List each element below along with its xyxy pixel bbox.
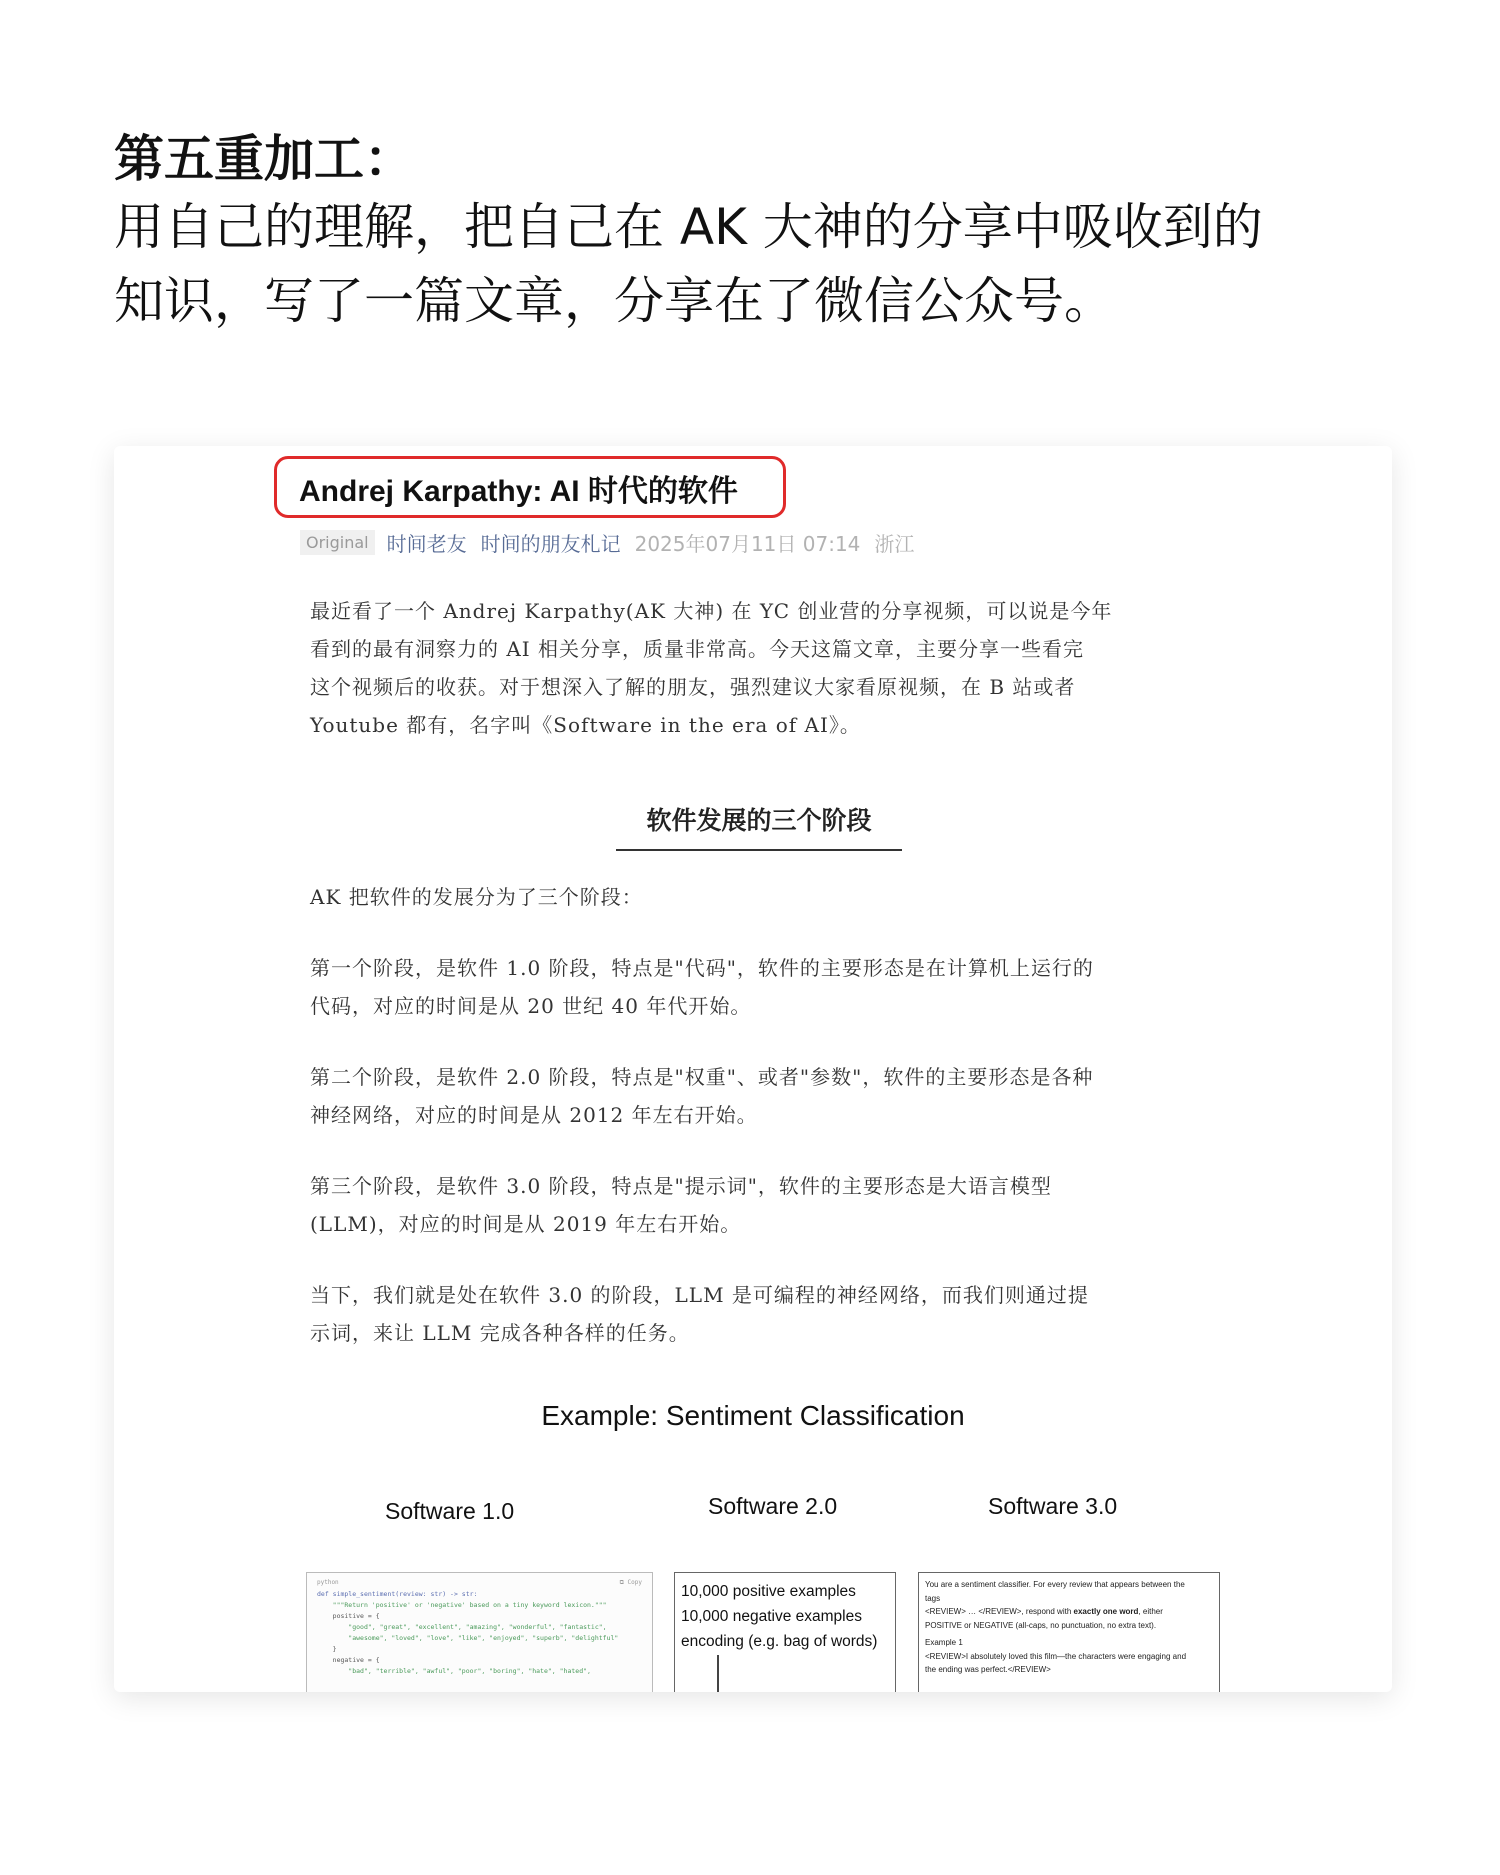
- prompt-line: tags: [925, 1593, 941, 1603]
- conclusion-line: 示词，来让 LLM 完成各种各样的任务。: [310, 1321, 690, 1345]
- conclusion-line: 当下，我们就是处在软件 3.0 的阶段，LLM 是可编程的神经网络，而我们则通过提: [310, 1283, 1089, 1307]
- article-meta: [300, 526, 928, 558]
- stage-2-paragraph: [310, 1058, 1215, 1134]
- stage-3-line: 第三个阶段，是软件 3.0 阶段，特点是"提示词"，软件的主要形态是大语言模型: [310, 1174, 1052, 1198]
- stages-intro: AK 把软件的发展分为了三个阶段：: [310, 885, 643, 909]
- section-title: 软件发展的三个阶段: [616, 801, 902, 851]
- software-3-prompt-panel: [918, 1572, 1220, 1692]
- code-line: negative = {: [317, 1656, 380, 1664]
- prompt-line: Example 1: [925, 1638, 963, 1647]
- stage-1-paragraph: [310, 949, 1215, 1025]
- stage-1-line: 代码，对应的时间是从 20 世纪 40 年代开始。: [310, 994, 752, 1018]
- prompt-text: <REVIEW> … </REVIEW>, respond with: [925, 1607, 1072, 1616]
- code-line: "good", "great", "excellent", "amazing", "wonderful", "fantastic",: [317, 1623, 607, 1631]
- prompt-line: You are a sentiment classifier. For every review that appears between the: [925, 1580, 1185, 1589]
- page-heading: [114, 128, 1414, 338]
- sw2-line: encoding (e.g. bag of words): [681, 1633, 878, 1650]
- code-line: positive = {: [317, 1612, 380, 1620]
- code-language: python: [317, 1579, 339, 1586]
- article-title: Andrej Karpathy: AI 时代的软件: [299, 475, 738, 508]
- original-badge: Original: [300, 530, 375, 555]
- sw2-line: 10,000 positive examples: [681, 1583, 856, 1600]
- prompt-line: [925, 1605, 1213, 1619]
- prompt-text: , either: [1138, 1607, 1163, 1616]
- code-line: "bad", "terrible", "awful", "poor", "boring", "hate", "hated",: [317, 1667, 591, 1675]
- figure-title: Example: Sentiment Classification: [541, 1400, 965, 1431]
- code-line: def simple_sentiment(review: str) -> str:: [317, 1590, 478, 1598]
- heading-line-1: 用自己的理解，把自己在 AK 大神的分享中吸收到的: [114, 198, 1263, 256]
- software-1-label: Software 1.0: [385, 1498, 515, 1524]
- sw2-line: 10,000 negative examples: [681, 1608, 862, 1625]
- stage-3-line: (LLM)，对应的时间是从 2019 年左右开始。: [310, 1212, 742, 1236]
- copy-label: Copy: [627, 1579, 642, 1586]
- stage-2-line: 神经网络，对应的时间是从 2012 年左右开始。: [310, 1103, 758, 1127]
- intro-line: 最近看了一个 Andrej Karpathy(AK 大神) 在 YC 创业营的分享视频，可以说是今年: [310, 599, 1113, 623]
- intro-line: Youtube 都有，名字叫《Software in the era of AI》。: [310, 713, 861, 737]
- prompt-line: the ending was perfect.</REVIEW>: [925, 1665, 1051, 1674]
- software-2-label: Software 2.0: [708, 1493, 838, 1519]
- code-header: [307, 1573, 652, 1589]
- heading-title: 第五重加工：: [114, 130, 414, 188]
- prompt-line: <REVIEW>I absolutely loved this film—the characters were engaging and: [925, 1651, 1187, 1661]
- prompt-emphasis: exactly one word: [1073, 1607, 1139, 1616]
- copy-icon: ⧉ Copy: [619, 1579, 642, 1586]
- heading-line-2: 知识，写了一篇文章，分享在了微信公众号。: [114, 272, 1114, 330]
- software-3-label: Software 3.0: [988, 1493, 1118, 1519]
- intro-line: 这个视频后的收获。对于想深入了解的朋友，强烈建议大家看原视频，在 B 站或者: [310, 675, 1076, 699]
- stage-1-line: 第一个阶段，是软件 1.0 阶段，特点是"代码"，软件的主要形态是在计算机上运行的: [310, 956, 1094, 980]
- intro-paragraph: [310, 592, 1215, 744]
- software-1-code-panel: [306, 1572, 653, 1692]
- stage-2-line: 第二个阶段，是软件 2.0 阶段，特点是"权重"、或者"参数"，软件的主要形态是各种: [310, 1065, 1094, 1089]
- author-link[interactable]: 时间老友: [386, 531, 467, 556]
- connector-line: [717, 1655, 719, 1692]
- code-line: """Return 'positive' or 'negative' based on a tiny keyword lexicon.""": [317, 1601, 607, 1609]
- prompt-line: POSITIVE or NEGATIVE (all-caps, no punctuation, no extra text).: [925, 1620, 1157, 1630]
- conclusion-paragraph: [310, 1276, 1215, 1352]
- code-line: "awesome", "loved", "love", "like", "enjoyed", "superb", "delightful": [317, 1634, 619, 1642]
- account-link[interactable]: 时间的朋友札记: [480, 531, 621, 556]
- publish-location: 浙江: [874, 531, 915, 556]
- stage-3-paragraph: [310, 1167, 1215, 1243]
- article-screenshot-card: [114, 446, 1392, 1692]
- software-2-panel: [674, 1572, 896, 1692]
- intro-line: 看到的最有洞察力的 AI 相关分享，质量非常高。今天这篇文章，主要分享一些看完: [310, 637, 1085, 661]
- code-line: }: [317, 1645, 337, 1653]
- publish-datetime: 2025年07月11日 07:14: [634, 531, 861, 556]
